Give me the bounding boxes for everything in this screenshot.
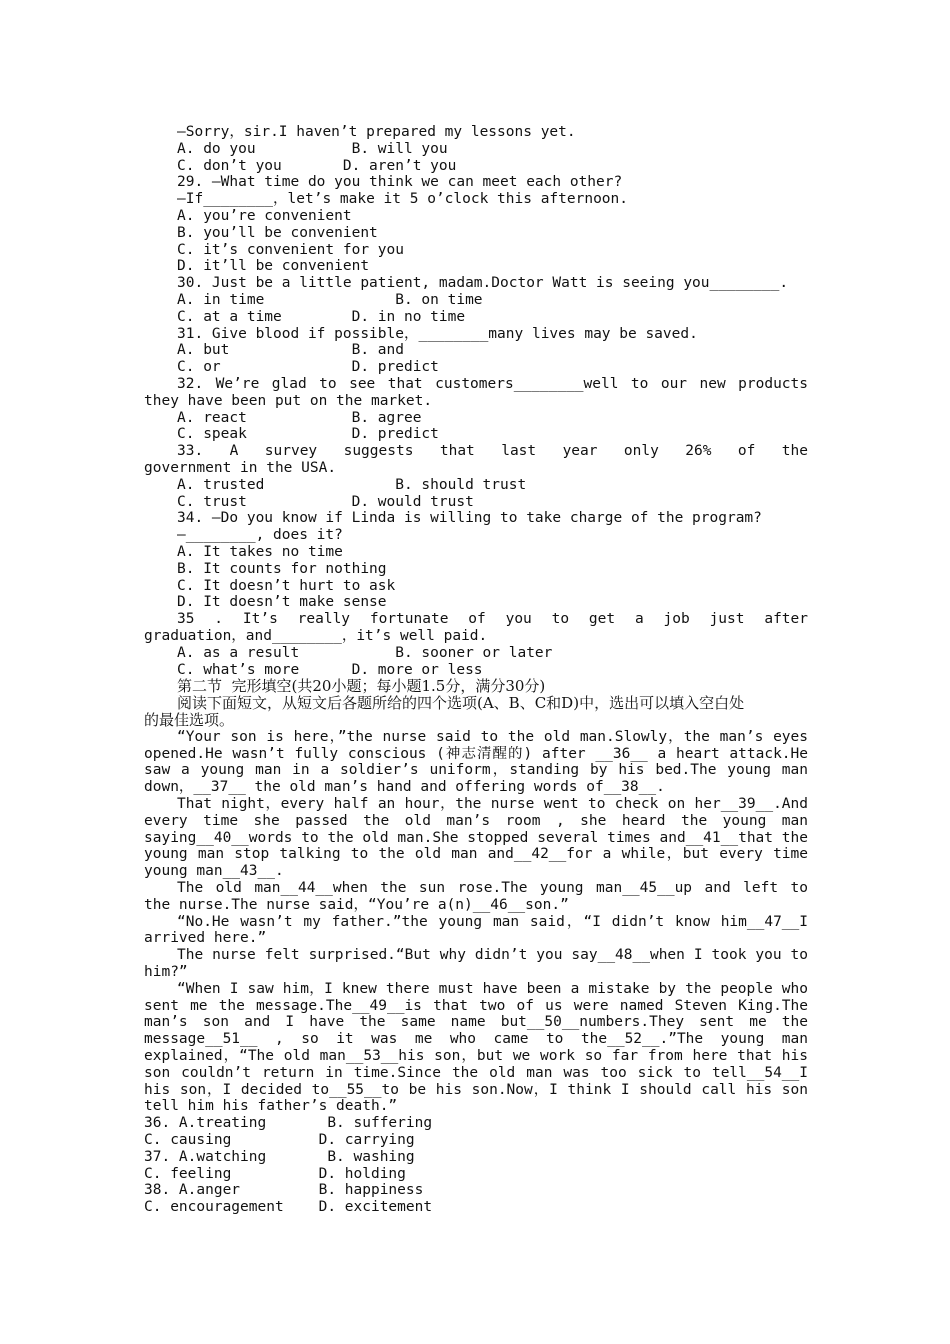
text-line: C. what’s more D. more or less bbox=[177, 661, 483, 678]
text-line: That night，every half an hour，the nurse went to check on her__39__.And bbox=[177, 796, 808, 812]
text-line: explained，“The old man__53__his son，but we work so far from here that his bbox=[144, 1048, 808, 1064]
text-line: tell him his father’s death.” bbox=[144, 1098, 398, 1115]
text-line: “When I saw him，I knew there must have been a mistake by the people who bbox=[177, 980, 808, 997]
text-line: A. trusted B. should trust bbox=[177, 476, 527, 493]
text-line: C. causing D. carrying bbox=[144, 1132, 415, 1148]
text-line: they have been put on the market. bbox=[144, 392, 433, 409]
text-line: —________, does it? bbox=[177, 527, 343, 544]
text-line: 第二节 完形填空(共20小题；每小题1.5分，满分30分) bbox=[177, 678, 546, 696]
text-line: 31. Give blood if possible，________many lives may be saved. bbox=[177, 325, 698, 342]
text-line: saw a young man in a soldier’s uniform，standing by his bed.The young man bbox=[144, 762, 808, 779]
text-line: down，__37__ the old man’s hand and offering words of__38__. bbox=[144, 779, 665, 796]
text-line: C. encouragement D. excitement bbox=[144, 1199, 433, 1216]
text-line: C. speak D. predict bbox=[177, 426, 439, 443]
text-line: 34. —Do you know if Linda is willing to take charge of the program? bbox=[177, 510, 762, 527]
text-line: graduation，and________，it’s well paid. bbox=[144, 628, 488, 644]
text-line: every time she passed the old man’s room , she heard the young man bbox=[144, 812, 808, 829]
text-line: 29. —What time do you think we can meet each other? bbox=[177, 174, 623, 191]
text-line: The old man__44__when the sun rose.The young man__45__up and left to bbox=[177, 880, 808, 896]
text-line: C. don’t you D. aren’t you bbox=[177, 157, 457, 174]
text-line: sent me the message.The__49__is that two of us were named Steven King.The bbox=[144, 997, 808, 1014]
text-line: son couldn’t return in time.Since the old man was too sick to tell__54__I bbox=[144, 1064, 808, 1081]
text-line: 36. A.treating B. suffering bbox=[144, 1115, 433, 1132]
text-line: C. feeling D. holding bbox=[144, 1165, 406, 1182]
text-line: government in the USA. bbox=[144, 460, 337, 476]
text-line: A. in time B. on time bbox=[177, 292, 483, 308]
text-line: opened.He wasn’t fully conscious (神志清醒的) after __36__ a heart attack.He bbox=[144, 745, 808, 762]
text-line: 阅读下面短文，从短文后各题所给的四个选项(A、B、C和D)中，选出可以填入空白处 bbox=[177, 695, 745, 713]
text-line: the nurse.The nurse said，“You’re a(n)__46__son.” bbox=[144, 896, 569, 913]
text-line: 的最佳选项。 bbox=[144, 712, 235, 729]
text-line: A. react B. agree bbox=[177, 409, 422, 426]
text-line: The nurse felt surprised.“But why didn’t you say__48__when I took you to bbox=[177, 947, 808, 964]
text-line: C. It doesn’t hurt to ask bbox=[177, 577, 396, 594]
text-line: —If________，let’s make it 5 o’clock this afternoon. bbox=[177, 191, 628, 208]
text-line: his son，I decided to__55__to be his son.Now，I think I should call his son bbox=[144, 1081, 808, 1098]
text-line: young man__43__. bbox=[144, 863, 284, 880]
text-line: 30. Just be a little patient, madam.Doctor Watt is seeing you________. bbox=[177, 275, 789, 292]
text-line: him?” bbox=[144, 964, 188, 980]
text-line: 32. We’re glad to see that customers________well to our new products bbox=[177, 376, 808, 392]
text-line: “Your son is here，”the nurse said to the old man.Slowly，the man’s eyes bbox=[177, 728, 808, 745]
text-line: 35 . It’s really fortunate of you to get a job just after bbox=[177, 611, 808, 628]
text-line: C. it’s convenient for you bbox=[177, 241, 404, 258]
text-line: D. It doesn’t make sense bbox=[177, 594, 387, 611]
text-line: A. as a result B. sooner or later bbox=[177, 644, 553, 661]
text-line: C. trust D. would trust bbox=[177, 493, 474, 510]
text-line: A. It takes no time bbox=[177, 544, 343, 560]
text-line: A. do you B. will you bbox=[177, 140, 448, 157]
text-line: A. but B. and bbox=[177, 342, 404, 359]
text-line: A. you’re convenient bbox=[177, 208, 352, 224]
text-line: D. it’ll be convenient bbox=[177, 258, 370, 275]
text-line: 38. A.anger B. happiness bbox=[144, 1182, 424, 1199]
text-line: “No.He wasn’t my father.”the young man said，“I didn’t know him__47__I bbox=[177, 913, 808, 930]
text-line: C. at a time D. in no time bbox=[177, 308, 466, 325]
text-line: B. It counts for nothing bbox=[177, 560, 387, 577]
text-line: man’s son and I have the same name but__50__numbers.They sent me the bbox=[144, 1014, 808, 1031]
text-line: arrived here.” bbox=[144, 930, 267, 947]
text-line: B. you’ll be convenient bbox=[177, 224, 378, 241]
text-line: —Sorry，sir.I haven’t prepared my lessons yet. bbox=[177, 124, 576, 140]
text-line: saying__40__words to the old man.She stopped several times and__41__that the bbox=[144, 829, 808, 846]
text-line: young man stop talking to the old man and__42__for a while，but every time bbox=[144, 846, 808, 863]
text-line: 33. A survey suggests that last year only 26% of the bbox=[177, 443, 808, 460]
text-line: 37. A.watching B. washing bbox=[144, 1148, 415, 1165]
text-line: message__51__ , so it was me who came to the__52__.”The young man bbox=[144, 1031, 808, 1048]
text-line: C. or D. predict bbox=[177, 359, 439, 376]
